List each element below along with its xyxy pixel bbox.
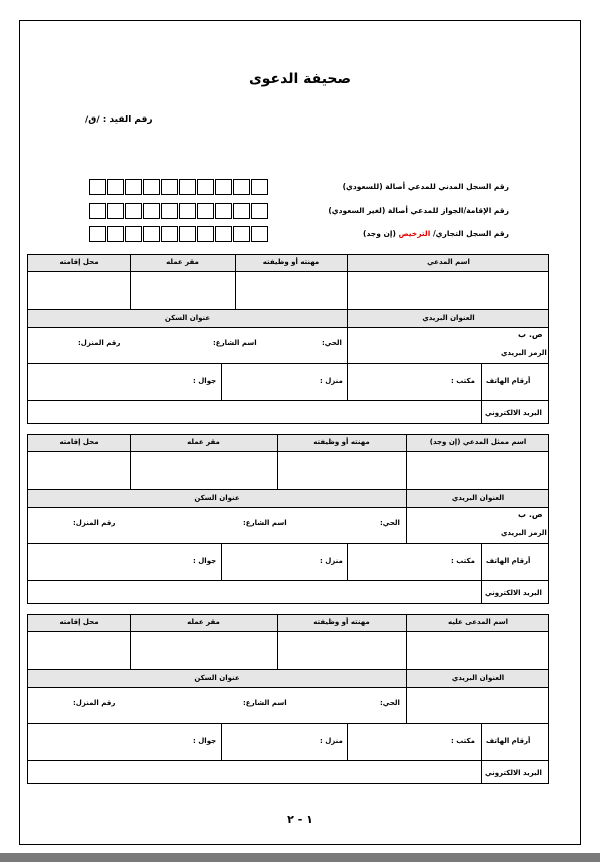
rep-postal-address-header: العنوان البريدي — [451, 494, 505, 502]
address-detail-row — [28, 328, 548, 364]
phones-row — [28, 364, 548, 401]
def-district-label: الحي: — [380, 699, 400, 707]
def-input-row — [28, 632, 548, 670]
email-label: البريد الالكتروني — [485, 409, 542, 417]
def-phones-label: أرقام الهاتف — [486, 737, 531, 745]
rep-postal-code-label: الرمز البريدي — [501, 529, 547, 537]
def-mobile-label: جوال : — [193, 737, 217, 745]
def-phones-row — [28, 724, 548, 761]
rep-office-phone-label: مكتب : — [451, 557, 475, 565]
rep-district-label: الحي: — [380, 519, 400, 527]
rep-email-row — [28, 581, 548, 604]
rep-header-row — [28, 435, 548, 452]
defendant-section — [27, 614, 549, 784]
rep-street-name-label: اسم الشارع: — [243, 519, 287, 527]
def-postal-address-header: العنوان البريدي — [451, 674, 505, 682]
rep-address-detail-row — [28, 508, 548, 544]
occupation-header: مهنته أو وظيفته — [262, 258, 320, 266]
residence-id-label: رقم الإقامة/الجواز للمدعي أصالة (لغير السعودي) — [328, 206, 509, 215]
def-home-phone-label: منزل : — [320, 737, 343, 745]
district-label: الحي: — [322, 339, 342, 347]
plaintiff-header-row — [28, 255, 548, 272]
rep-name-header: اسم ممثل المدعي (إن وجد) — [429, 438, 527, 446]
home-phone-label: منزل : — [320, 377, 343, 385]
def-house-number-label: رقم المنزل: — [73, 699, 116, 707]
page-number: ١ - ٢ — [287, 813, 313, 826]
name-header: اسم المدعي — [427, 258, 470, 266]
postal-address-header: العنوان البريدي — [422, 314, 475, 322]
workplace-header: مقر عمله — [166, 258, 199, 266]
plaintiff-input-row — [28, 272, 548, 310]
civil-id-boxes[interactable] — [89, 179, 269, 195]
bottom-bar — [0, 853, 600, 862]
def-header-row — [28, 615, 548, 632]
rep-home-phone-label: منزل : — [320, 557, 343, 565]
rep-phones-label: أرقام الهاتف — [486, 557, 531, 565]
def-address-header-row — [28, 670, 548, 688]
email-row — [28, 401, 548, 424]
house-number-label: رقم المنزل: — [78, 339, 121, 347]
def-workplace-header: مقر عمله — [187, 618, 220, 626]
rep-address-header-row — [28, 490, 548, 508]
residence-id-boxes[interactable] — [89, 203, 269, 219]
def-email-row — [28, 761, 548, 784]
rep-mobile-label: جوال : — [193, 557, 217, 565]
rep-po-box-label: ص. ب — [518, 510, 543, 519]
mobile-label: جوال : — [193, 377, 217, 385]
street-name-label: اسم الشارع: — [213, 339, 257, 347]
rep-phones-row — [28, 544, 548, 581]
plaintiff-section — [27, 254, 549, 424]
rep-input-row — [28, 452, 548, 490]
po-box-label: ص. ب — [518, 330, 543, 339]
def-address-detail-row — [28, 688, 548, 724]
address-header-row — [28, 310, 548, 328]
def-name-header: اسم المدعى عليه — [447, 618, 509, 626]
def-street-name-label: اسم الشارع: — [243, 699, 287, 707]
phones-label: أرقام الهاتف — [486, 377, 531, 385]
representative-section — [27, 434, 549, 604]
rep-home-address-header: عنوان السكن — [194, 494, 240, 502]
registration-number-label: رقم القيد : /ق/ — [85, 115, 153, 125]
def-residence-header: محل إقامته — [59, 618, 99, 626]
office-phone-label: مكتب : — [451, 377, 475, 385]
postal-code-label: الرمز البريدي — [501, 349, 547, 357]
def-occupation-header: مهنته أو وظيفته — [313, 618, 370, 626]
civil-id-label: رقم السجل المدني للمدعي أصالة (للسعودي) — [342, 182, 509, 191]
def-home-address-header: عنوان السكن — [194, 674, 240, 682]
rep-email-label: البريد الالكتروني — [485, 589, 542, 597]
rep-residence-header: محل إقامته — [59, 438, 99, 446]
rep-occupation-header: مهنته أو وظيفته — [313, 438, 370, 446]
rep-house-number-label: رقم المنزل: — [73, 519, 116, 527]
def-email-label: البريد الالكتروني — [485, 769, 542, 777]
document-title: صحيفة الدعوى — [248, 71, 352, 87]
def-office-phone-label: مكتب : — [451, 737, 475, 745]
commercial-id-boxes[interactable] — [89, 226, 269, 242]
residence-header: محل إقامته — [59, 258, 99, 266]
home-address-header: عنوان السكن — [164, 314, 211, 322]
rep-workplace-header: مقر عمله — [187, 438, 220, 446]
commercial-id-label: رقم السجل التجاري/ الترخيص (إن وجد) — [363, 229, 509, 238]
